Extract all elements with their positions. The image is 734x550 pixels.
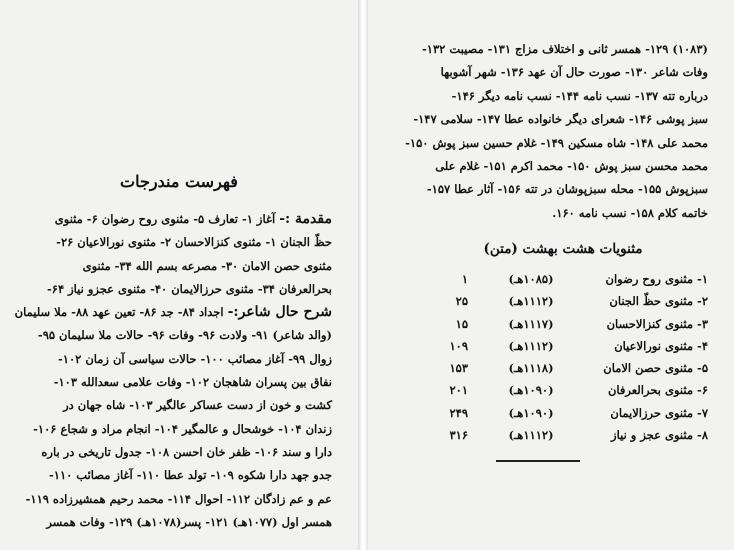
- end-rule: [496, 460, 580, 462]
- poem-number: ۴-: [697, 338, 708, 353]
- toc-line: [36, 324, 332, 347]
- toc-continuation-line: خاتمه کلام ۱۵۸- نسب نامه ۱۶۰.: [552, 205, 708, 220]
- poems-list: [398, 272, 708, 450]
- poem-row: [398, 294, 708, 316]
- poem-date: (۱۱۱۲هـ): [508, 294, 554, 309]
- poems-section-title: مثنویات هشت بهشت (متن): [483, 241, 643, 257]
- toc-line-text: زندان ۱۰۴- خوشحال و عالمگیر ۱۰۴- انجام مراد و شجاع ۱۰۶-: [33, 421, 332, 436]
- poem-name: مثنوی روح رضوان: [605, 272, 694, 286]
- toc-line: [33, 418, 332, 441]
- poem-row: [398, 361, 708, 383]
- toc-line-text: جدو جهد دارا شکوه ۱۰۹- تولد عطا ۱۱۰- آغاز مصائب ۱۱۰-: [48, 468, 332, 483]
- poem-name: مثنوی عجز و نیاز: [611, 428, 694, 443]
- toc-line-text: زوال ۹۹- آغاز مصائب ۱۰۰- حالات سیاسی آن زمان ۱۰۲-: [58, 351, 332, 366]
- poem-page-number: ۱۵۳: [449, 361, 468, 376]
- poem-row: [398, 383, 708, 405]
- poem-page-number: ۱۰۹: [449, 338, 468, 353]
- poem-page-number: ۱۵: [455, 316, 468, 331]
- poem-number: ۸-: [697, 428, 708, 443]
- toc-line: [36, 371, 332, 394]
- toc-line: [36, 348, 332, 371]
- toc-line-text: اجداد ۸۴- جد ۸۶- تعین عهد ۸۸- ملا سلیمان: [14, 305, 224, 320]
- poem-date: (۱۱۱۸هـ): [508, 361, 554, 376]
- poem-date: (۱۰۸۵هـ): [508, 272, 554, 286]
- poem-name: مثنوی حرزالایمان: [610, 405, 694, 420]
- section-label: مقدمة :-: [279, 211, 332, 227]
- poem-number: ۷-: [697, 405, 708, 420]
- toc-line-text: (والد شاعر) ۹۱- ولادت ۹۶- وفات ۹۶- حالات ملا سلیمان ۹۵-: [37, 328, 332, 343]
- toc-line: [36, 278, 332, 301]
- poem-row: [398, 428, 708, 450]
- poem-date: (۱۱۱۲هـ): [508, 338, 554, 353]
- poem-name: مثنوی بحرالعرفان: [607, 383, 694, 398]
- left-page: [0, 0, 358, 550]
- poem-title: [558, 272, 708, 286]
- toc-line-text: بحرالعرفان ۳۴- مثنوی حرزالایمان ۴۰- مثنوی عجزو نیاز ۶۴-: [46, 281, 332, 296]
- poem-number: ۶-: [697, 383, 708, 398]
- toc-continuation-line: سبز پوشی ۱۴۶- شعرای دیگر خانواده عطا ۱۴۷- سلامی ۱۴۷-: [413, 112, 708, 127]
- toc-line-text: نفاق بین پسران شاهجان ۱۰۲- وفات علامی سعدالله ۱۰۳-: [53, 375, 332, 390]
- poem-name: مثنوی نورالاعیان: [614, 338, 694, 353]
- toc-line-text: آغاز ۱- تعارف ۵- مثنوی روح رضوان ۶- مثنوی: [54, 212, 276, 226]
- toc-line-text: عم و عم زادگان ۱۱۲- احوال ۱۱۴- محمد رحیم همشیرزاده ۱۱۹-: [25, 491, 332, 506]
- toc-continuation-line: درباره تته ۱۳۷- نسب نامه ۱۴۴- نسب نامه دیگر ۱۴۶-: [451, 88, 708, 103]
- toc-line-text: مثنوی حصن الامان ۳۰- مصرعه بسم الله ۳۴- مثنوی: [82, 258, 332, 273]
- poem-row: [398, 272, 708, 294]
- toc-line-text: همسر اول (۱۰۷۷هـ) ۱۲۱- پسر(۱۰۷۸هـ) ۱۲۹- وفات همسر: [46, 514, 332, 529]
- toc-line-text: کشت و خون از دست عساکر عالگیر ۱۰۳- شاه جهان در: [63, 398, 332, 413]
- poem-page-number: ۲۴۹: [449, 405, 468, 420]
- toc-line: [36, 464, 332, 487]
- toc-continuation-line: وفات شاعر ۱۳۰- صورت حال آن عهد ۱۳۶- شهر آشوبها: [440, 65, 708, 80]
- poem-name: مثنوی کنزالاحسان: [606, 316, 694, 331]
- poem-row: [398, 339, 708, 361]
- poem-title: [558, 406, 708, 420]
- poem-title: [558, 294, 708, 308]
- toc-continuation-line: محمد علی ۱۴۸- شاه مسکین ۱۴۹- غلام حسین سبز پوش ۱۵۰-: [405, 135, 708, 150]
- toc-continuation-line: سبزپوش ۱۵۵- محله سبزپوشان در تته ۱۵۶- آثار عطا ۱۵۷-: [426, 182, 708, 197]
- toc-continuation-line: محمد محسن سبز پوش ۱۵۰- محمد اکرم ۱۵۱- غلام علی: [435, 158, 708, 173]
- book-gutter: [358, 0, 368, 550]
- poem-row: [398, 317, 708, 339]
- poem-name: مثنوی حظّ الجنان: [609, 294, 694, 309]
- poem-row: [398, 406, 708, 428]
- toc-line-text: حظّ الجنان ۱- مثنوی کنزالاحسان ۲- مثنوی نورالاعیان ۲۶-: [56, 235, 332, 250]
- poem-title: [558, 317, 708, 331]
- toc-continuation-line: (۱۰۸۳) ۱۲۹- همسر ثانی و اختلاف مزاج ۱۳۱- مصیبت ۱۳۲-: [422, 42, 708, 56]
- toc-heading: فهرست مندرجات: [120, 172, 238, 191]
- right-page: [368, 0, 734, 550]
- poem-page-number: ۲۰۱: [449, 383, 468, 398]
- poem-number: ۳-: [697, 316, 708, 331]
- toc-line-text: دارا و سند ۱۰۶- ظفر خان احسن ۱۰۸- جدول تاریخی در باره: [41, 444, 332, 459]
- toc-line: [25, 488, 332, 511]
- toc-line: [36, 231, 332, 254]
- toc-body: [14, 208, 332, 534]
- toc-line: [36, 208, 332, 231]
- poem-title: [558, 361, 708, 375]
- poem-page-number: ۳۱۶: [449, 428, 468, 443]
- poem-date: (۱۰۹۰هـ): [508, 383, 554, 398]
- poem-date: (۱۰۹۰هـ): [508, 405, 554, 420]
- toc-line: [36, 255, 332, 278]
- poem-name: مثنوی حصن الامان: [603, 361, 694, 376]
- toc-line: [36, 394, 332, 417]
- poem-number: ۲-: [697, 294, 708, 309]
- poem-title: [558, 339, 708, 353]
- toc-continuation: [405, 38, 708, 225]
- poem-page-number: ۱: [461, 272, 468, 286]
- poem-number: ۱-: [697, 272, 708, 286]
- poem-page-number: ۲۵: [455, 294, 468, 309]
- poem-title: [558, 383, 708, 397]
- toc-line: [14, 301, 332, 324]
- toc-line: [36, 511, 332, 534]
- toc-line: [36, 441, 332, 464]
- poem-title: [558, 428, 708, 442]
- section-label: شرح حال شاعر:-: [227, 304, 332, 321]
- poem-date: (۱۱۱۲هـ): [508, 428, 554, 443]
- poem-number: ۵-: [697, 361, 708, 376]
- poem-date: (۱۱۱۷هـ): [508, 316, 554, 331]
